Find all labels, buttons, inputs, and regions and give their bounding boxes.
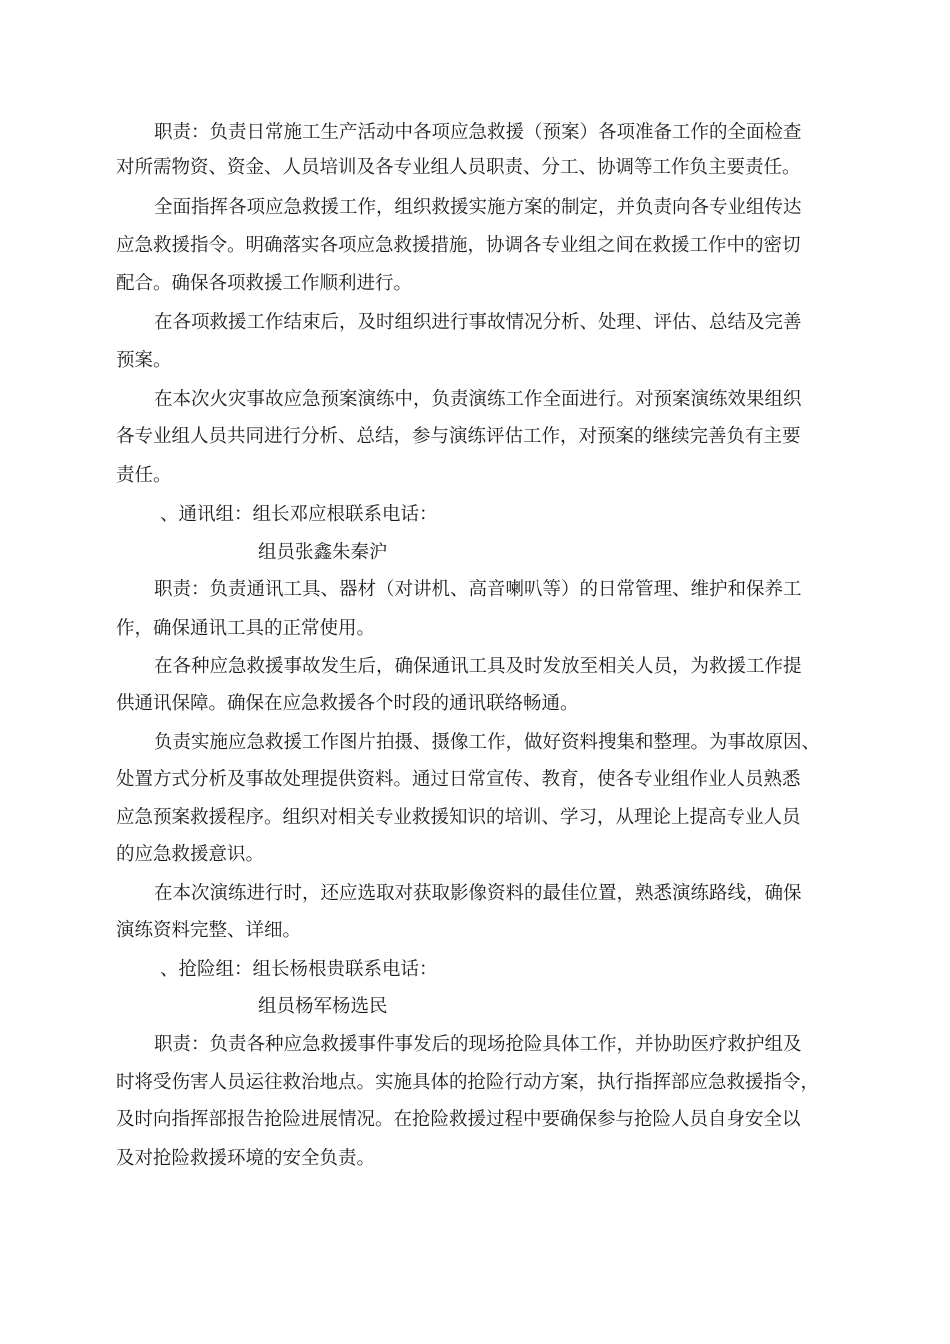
- text-line: 及时向指挥部报告抢险进展情况。在抢险救援过程中要确保参与抢险人员自身安全以: [116, 1109, 801, 1130]
- text-line: 时将受伤害人员运往救治地点。实施具体的抢险行动方案，执行指挥部应急救援指令，: [116, 1072, 820, 1093]
- section-heading-rescue: 、抢险组：组长杨根贵联系电话：: [160, 959, 438, 980]
- text-line: 演练资料完整、详细。: [116, 920, 302, 941]
- text-line: 在本次演练进行时，还应选取对获取影像资料的最佳位置，熟悉演练路线，确保: [154, 883, 802, 904]
- text-line: 的应急救援意识。: [116, 844, 265, 865]
- text-line: 职责：负责日常施工生产活动中各项应急救援（预案）各项准备工作的全面检查: [154, 122, 802, 143]
- text-line: 在各种应急救援事故发生后，确保通讯工具及时发放至相关人员，为救援工作提: [154, 656, 802, 677]
- text-line: 应急预案救援程序。组织对相关专业救援知识的培训、学习，从理论上提高专业人员: [116, 807, 801, 828]
- text-line: 职责：负责通讯工具、器材（对讲机、高音喇叭等）的日常管理、维护和保养工: [154, 579, 802, 600]
- section-heading-communication: 、通讯组：组长邓应根联系电话：: [160, 504, 438, 525]
- text-line: 供通讯保障。确保在应急救援各个时段的通讯联络畅通。: [116, 693, 579, 714]
- text-line: 各专业组人员共同进行分析、总结，参与演练评估工作，对预案的继续完善负有主要: [116, 426, 801, 447]
- text-line: 全面指挥各项应急救援工作，组织救援实施方案的制定，并负责向各专业组传达: [154, 197, 802, 218]
- text-line: 对所需物资、资金、人员培训及各专业组人员职责、分工、协调等工作负主要责任。: [116, 157, 801, 178]
- text-line: 职责：负责各种应急救援事件事发后的现场抢险具体工作，并协助医疗救护组及: [154, 1034, 802, 1055]
- text-line: 应急救援指令。明确落实各项应急救援措施，协调各专业组之间在救援工作中的密切: [116, 235, 801, 256]
- text-line: 作，确保通讯工具的正常使用。: [116, 618, 376, 639]
- text-line: 负责实施应急救援工作图片拍摄、摄像工作，做好资料搜集和整理。为事故原因、: [154, 732, 821, 753]
- text-line: 预案。: [116, 350, 172, 371]
- text-line: 责任。: [116, 465, 172, 486]
- text-line: 处置方式分析及事故处理提供资料。通过日常宣传、教育，使各专业组作业人员熟悉: [116, 769, 801, 790]
- text-line: 配合。确保各项救援工作顺利进行。: [116, 273, 413, 294]
- text-line: 在各项救援工作结束后，及时组织进行事故情况分析、处理、评估、总结及完善: [154, 312, 802, 333]
- text-line: 在本次火灾事故应急预案演练中，负责演练工作全面进行。对预案演练效果组织: [154, 389, 802, 410]
- team-members-communication: 组员张鑫朱秦沪: [258, 542, 388, 563]
- team-members-rescue: 组员杨军杨选民: [258, 996, 388, 1017]
- text-line: 及对抢险救援环境的安全负责。: [116, 1148, 376, 1169]
